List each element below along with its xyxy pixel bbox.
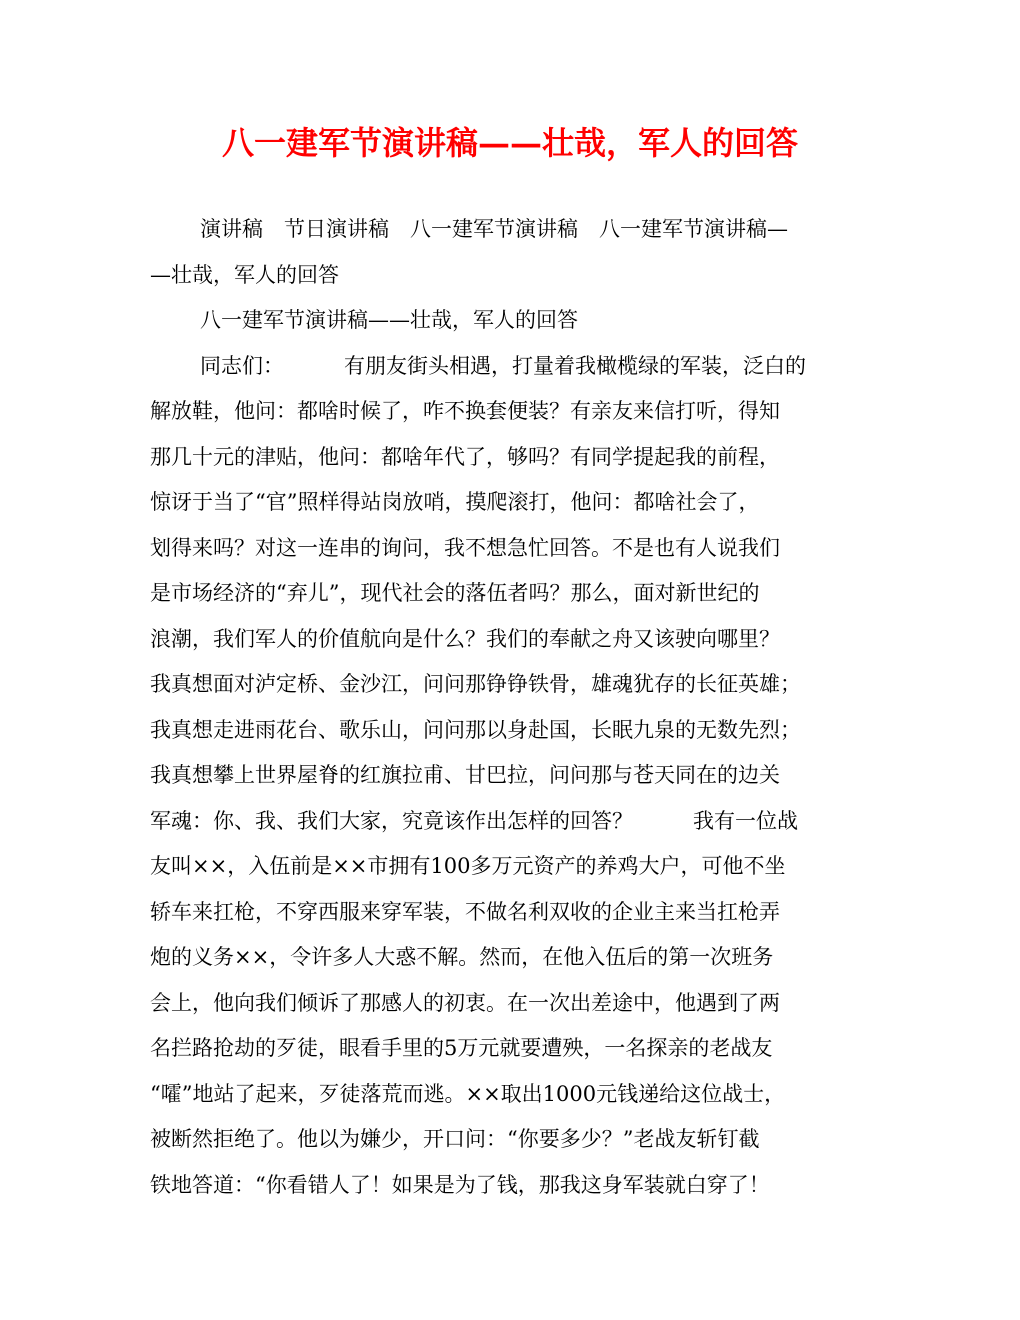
body-line: 惊讶于当了“官”照样得站岗放哨，摸爬滚打，他问：都啥社会了， xyxy=(150,490,760,514)
body-line: 炮的义务××，令许多人大惑不解。然而，在他入伍后的第一次班务 xyxy=(150,945,774,969)
body-line: 有朋友街头相遇，打量着我橄榄绿的军装，泛白的 xyxy=(344,353,806,378)
body-line: 军魂：你、我、我们大家，究竟该作出怎样的回答？ xyxy=(150,808,633,833)
salutation-line xyxy=(150,344,870,390)
body-line: 铁地答道：“你看错人了！如果是为了钱，那我这身军装就白穿了！ xyxy=(150,1172,770,1197)
body-line: 解放鞋，他问：都啥时候了，咋不换套便装？有亲友来信打听，得知 xyxy=(150,399,780,423)
salutation: 同志们： xyxy=(200,353,284,378)
body-line-with-gap xyxy=(150,799,870,845)
body-line: 是市场经济的“弃儿”，现代社会的落伍者吗？那么，面对新世纪的 xyxy=(150,581,760,605)
body-line: 我有一位战 xyxy=(693,808,798,833)
body-line: 浪潮，我们军人的价值航向是什么？我们的奉献之舟又该驶向哪里？ xyxy=(150,626,780,651)
document-title: 八一建军节演讲稿——壮哉，军人的回答 xyxy=(221,124,798,162)
tags-line-2: —壮哉，军人的回答 xyxy=(150,262,339,287)
subtitle-line: 八一建军节演讲稿——壮哉，军人的回答 xyxy=(200,308,578,332)
body-line: 被断然拒绝了。他以为嫌少，开口问：“你要多少？”老战友斩钉截 xyxy=(150,1127,760,1151)
body-line: 我真想走进雨花台、歌乐山，问问那以身赴国，长眠九泉的无数先烈； xyxy=(150,717,801,742)
body-line: 名拦路抢劫的歹徒，眼看手里的5万元就要遭殃，一名探亲的老战友 xyxy=(150,1036,773,1060)
body-line: 友叫××，入伍前是××市拥有100多万元资产的养鸡大户，可他不坐 xyxy=(150,854,786,878)
body-line: 那几十元的津贴，他问：都啥年代了，够吗？有同学提起我的前程， xyxy=(150,444,780,469)
body-line: 我真想攀上世界屋脊的红旗拉甫、甘巴拉，问问那与苍天同在的边关 xyxy=(150,763,780,787)
body-line: 轿车来扛枪，不穿西服来穿军装，不做名利双收的企业主来当扛枪弄 xyxy=(150,899,780,924)
body-line: “嚯”地站了起来，歹徒落荒而逃。××取出1000元钱递给这位战士， xyxy=(150,1081,786,1106)
tags-line-1: 演讲稿 节日演讲稿 八一建军节演讲稿 八一建军节演讲稿— xyxy=(200,217,788,241)
body-line: 会上，他向我们倾诉了那感人的初衷。在一次出差途中，他遇到了两 xyxy=(150,990,780,1015)
body-line: 划得来吗？对这一连串的询问，我不想急忙回答。不是也有人说我们 xyxy=(150,535,780,560)
document-body xyxy=(150,207,870,1208)
body-line: 我真想面对泸定桥、金沙江，问问那铮铮铁骨，雄魂犹存的长征英雄； xyxy=(150,672,801,696)
